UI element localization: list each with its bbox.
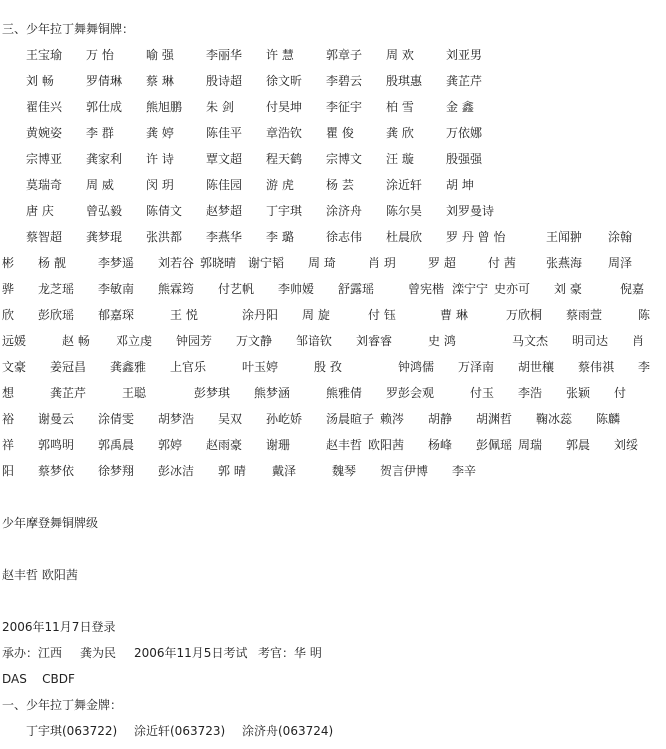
name-cell: 王闻翀	[546, 230, 583, 244]
name-cell: 周 琦	[308, 256, 336, 270]
name-cell: 胡静	[428, 412, 453, 426]
name-cell: 郭婷	[158, 438, 183, 452]
name-cell: 程天鹤	[266, 152, 303, 166]
name-cell: 胡梦浩	[158, 412, 195, 426]
name-cell: 万欣桐	[506, 308, 543, 322]
name-cell: 章浩钦	[266, 126, 303, 140]
name-cell: 胡世穰	[518, 360, 555, 374]
name-row	[0, 437, 666, 463]
name-cell: 万泽南	[458, 360, 495, 374]
name-cell: 倪嘉	[620, 282, 645, 296]
name-cell: 许 慧	[266, 48, 294, 62]
name-cell: 阳	[2, 464, 15, 478]
name-cell: 刘睿睿	[356, 334, 393, 348]
name-cell: 邹谙钦	[296, 334, 333, 348]
name-cell: 陈佳园	[206, 178, 243, 192]
name-cell: 王聪	[122, 386, 147, 400]
name-cell: 汪 璇	[386, 152, 414, 166]
name-cell: 杨 芸	[326, 178, 354, 192]
name-cell: 刘若谷	[158, 256, 195, 270]
modern-section-title: 少年摩登舞铜牌级	[2, 516, 99, 530]
name-cell: 莫瑞奇	[26, 178, 63, 192]
name-cell: 万 怡	[86, 48, 114, 62]
name-cell: 胡渊哲	[476, 412, 513, 426]
name-cell: 熊霖筠	[158, 282, 195, 296]
name-cell: 赵梦超	[206, 204, 243, 218]
name-row	[0, 229, 666, 255]
name-cell: 肖 玥	[368, 256, 396, 270]
name-cell: 瞿 俊	[326, 126, 354, 140]
name-row	[0, 203, 666, 229]
name-cell: 熊梦涵	[254, 386, 291, 400]
name-cell: 钟园芳	[176, 334, 213, 348]
name-cell: 孙屹娇	[266, 412, 303, 426]
name-cell: 龚家利	[86, 152, 123, 166]
name-cell: 欧阳茜	[368, 438, 405, 452]
name-cell: 叶玉婷	[242, 360, 279, 374]
name-row	[0, 73, 666, 99]
name-cell: 陈佳平	[206, 126, 243, 140]
name-cell: 刘绥	[614, 438, 639, 452]
name-cell: 汤晨暄子	[326, 412, 375, 426]
name-cell: 熊雅倩	[326, 386, 363, 400]
name-cell: 郭晨	[566, 438, 591, 452]
name-cell: 杨 靓	[38, 256, 66, 270]
name-cell: 鞠冰蕊	[536, 412, 573, 426]
name-row	[0, 411, 666, 437]
name-row	[0, 385, 666, 411]
name-cell: 龚梦琨	[86, 230, 123, 244]
name-cell: 明司达	[572, 334, 609, 348]
name-row	[0, 359, 666, 385]
name-row	[0, 99, 666, 125]
name-cell: 付 钰	[368, 308, 396, 322]
name-row	[0, 151, 666, 177]
name-cell: 李丽华	[206, 48, 243, 62]
name-cell: 涂近轩(063723)	[134, 724, 226, 738]
name-cell: 曾宪楷	[408, 282, 445, 296]
name-cell: 曾弘毅	[86, 204, 123, 218]
name-cell: 丁宇琪	[266, 204, 303, 218]
name-cell: 胡 坤	[446, 178, 474, 192]
name-cell: 李辛	[452, 464, 477, 478]
name-cell: 史 鸿	[428, 334, 456, 348]
name-cell: 李 璐	[266, 230, 294, 244]
name-cell: 谢曼云	[38, 412, 75, 426]
name-cell: 骅	[2, 282, 15, 296]
name-cell: 李碧云	[326, 74, 363, 88]
name-cell: 涂济舟(063724)	[242, 724, 334, 738]
name-row	[0, 333, 666, 359]
name-cell: 姜冠昌	[50, 360, 87, 374]
name-cell: 杨峰	[428, 438, 453, 452]
name-cell: 裕	[2, 412, 15, 426]
name-cell: 欣	[2, 308, 15, 322]
name-cell: 李浩	[518, 386, 543, 400]
name-cell: 唐 庆	[26, 204, 54, 218]
name-row	[0, 281, 666, 307]
name-cell: 殷琪惠	[386, 74, 423, 88]
name-cell: 万依娜	[446, 126, 483, 140]
name-cell: 钟鸿儒	[398, 360, 435, 374]
name-cell: 付艺帆	[218, 282, 255, 296]
name-cell: 赵丰哲	[326, 438, 363, 452]
name-cell: 彭冰洁	[158, 464, 195, 478]
name-cell: 黄婉姿	[26, 126, 63, 140]
name-cell: 涂济舟	[326, 204, 363, 218]
name-cell: 李梦遥	[98, 256, 135, 270]
name-cell: 刘 豪	[554, 282, 582, 296]
name-cell: 徐梦翔	[98, 464, 135, 478]
name-cell: 涂翰	[608, 230, 633, 244]
name-cell: 宗博亚	[26, 152, 63, 166]
section-gold-title: 一、少年拉丁舞金牌：	[2, 698, 123, 712]
name-cell: 陈尔昊	[386, 204, 423, 218]
name-cell: 闵 玥	[146, 178, 174, 192]
name-cell: 陈	[638, 308, 651, 322]
name-cell: 蔡 琳	[146, 74, 174, 88]
name-cell: 周 欢	[386, 48, 414, 62]
name-cell: 刘 畅	[26, 74, 54, 88]
name-cell: 龚芷芹	[50, 386, 87, 400]
name-cell: 史亦可	[494, 282, 531, 296]
name-cell: 陈倩文	[146, 204, 183, 218]
name-cell: 舒露瑶	[338, 282, 375, 296]
name-cell: 赖涔	[380, 412, 405, 426]
organizer-person: 龚为民	[80, 646, 117, 660]
name-cell: 龙芝瑶	[38, 282, 75, 296]
name-row	[0, 463, 666, 489]
name-cell: 滦宁宁	[452, 282, 489, 296]
name-cell: 彬	[2, 256, 15, 270]
name-cell: 罗 丹 曾 怡	[446, 230, 506, 244]
name-cell: 周 旋	[302, 308, 330, 322]
name-cell: 殷强强	[446, 152, 483, 166]
name-cell: 李敏南	[98, 282, 135, 296]
name-cell: 蔡梦依	[38, 464, 75, 478]
name-cell: 罗倩琳	[86, 74, 123, 88]
name-cell: 张燕海	[546, 256, 583, 270]
name-cell: 付玉	[470, 386, 495, 400]
name-cell: 龚 婷	[146, 126, 174, 140]
name-cell: 吴双	[218, 412, 243, 426]
name-cell: 赵 畅	[62, 334, 90, 348]
name-cell: 游 虎	[266, 178, 294, 192]
name-row	[0, 177, 666, 203]
name-cell: 杜晨欣	[386, 230, 423, 244]
name-cell: 罗彭会观	[386, 386, 435, 400]
name-cell: 刘罗曼诗	[446, 204, 495, 218]
name-cell: 王 悦	[170, 308, 198, 322]
name-cell: 上官乐	[170, 360, 207, 374]
name-cell: 涂倩雯	[98, 412, 135, 426]
name-cell: 郭禹晨	[98, 438, 135, 452]
name-cell: 龚芷芹	[446, 74, 483, 88]
name-cell: 李	[638, 360, 651, 374]
name-cell: 刘亚男	[446, 48, 483, 62]
name-cell: 李征宇	[326, 100, 363, 114]
name-cell: 蔡智超	[26, 230, 63, 244]
name-cell: 周泽	[608, 256, 633, 270]
organizer-label: 承办：	[2, 646, 39, 660]
name-cell: 罗 超	[428, 256, 456, 270]
exam-date: 2006年11月5日考试	[134, 646, 248, 660]
name-cell: 郭晓晴	[200, 256, 237, 270]
name-cell: 朱 剑	[206, 100, 234, 114]
name-cell: 丁宇琪(063722)	[26, 724, 118, 738]
name-cell: 郭鸣明	[38, 438, 75, 452]
name-cell: 郁嘉琛	[98, 308, 135, 322]
name-cell: 金 鑫	[446, 100, 474, 114]
name-cell: 殷诗超	[206, 74, 243, 88]
name-cell: 宗博文	[326, 152, 363, 166]
name-cell: 远媛	[2, 334, 27, 348]
name-cell: 万文静	[236, 334, 273, 348]
name-cell: 戴泽	[272, 464, 297, 478]
name-cell: 翟佳兴	[26, 100, 63, 114]
name-cell: 付	[614, 386, 627, 400]
name-cell: 李帅嫒	[278, 282, 315, 296]
name-cell: 谢宁韬	[248, 256, 285, 270]
name-cell: 喻 强	[146, 48, 174, 62]
section-bronze-title: 三、少年拉丁舞舞铜牌：	[2, 22, 135, 36]
name-cell: 付昊坤	[266, 100, 303, 114]
name-cell: 彭梦琪	[194, 386, 231, 400]
name-cell: 龚 欣	[386, 126, 414, 140]
name-cell: 彭欣瑶	[38, 308, 75, 322]
date-line: 2006年11月7日登录	[2, 620, 116, 634]
name-cell: 郭 晴	[218, 464, 246, 478]
name-cell: 陈麟	[596, 412, 621, 426]
name-cell: 龚鑫雅	[110, 360, 147, 374]
name-cell: 马文杰	[512, 334, 549, 348]
name-cell: 张洪都	[146, 230, 183, 244]
name-cell: 周 威	[86, 178, 114, 192]
name-cell: 许 诗	[146, 152, 174, 166]
name-cell: 周瑞	[518, 438, 543, 452]
name-row	[0, 307, 666, 333]
name-cell: 祥	[2, 438, 15, 452]
organizer-region: 江西	[38, 646, 63, 660]
name-cell: 徐文昕	[266, 74, 303, 88]
examiner-name: 华 明	[294, 646, 322, 660]
name-cell: 覃文超	[206, 152, 243, 166]
name-cell: 付 茜	[488, 256, 516, 270]
name-cell: 李燕华	[206, 230, 243, 244]
modern-names: 赵丰哲 欧阳茜	[2, 568, 78, 582]
name-cell: 郭仕成	[86, 100, 123, 114]
name-cell: 郭章子	[326, 48, 363, 62]
name-cell: 曹 琳	[440, 308, 468, 322]
name-cell: 肖	[632, 334, 645, 348]
examiner-label: 考官：	[258, 646, 295, 660]
name-cell: 想	[2, 386, 15, 400]
name-cell: 文豪	[2, 360, 27, 374]
name-cell: 贺言伊博	[380, 464, 429, 478]
name-row	[0, 47, 666, 73]
name-cell: 赵雨豪	[206, 438, 243, 452]
name-cell: 魏琴	[332, 464, 357, 478]
name-cell: 王宝瑜	[26, 48, 63, 62]
name-cell: 柏 雪	[386, 100, 414, 114]
name-cell: 李 群	[86, 126, 114, 140]
org-codes: DAS CBDF	[2, 672, 75, 686]
organizer-line	[0, 645, 666, 671]
name-cell: 涂近轩	[386, 178, 423, 192]
name-cell: 涂丹阳	[242, 308, 279, 322]
name-cell: 彭佩瑶	[476, 438, 513, 452]
name-cell: 熊旭鹏	[146, 100, 183, 114]
name-cell: 邓立虔	[116, 334, 153, 348]
name-cell: 殷 孜	[314, 360, 342, 374]
name-row	[0, 125, 666, 151]
gold-name-row	[0, 723, 666, 749]
name-cell: 谢珊	[266, 438, 291, 452]
name-cell: 蔡伟祺	[578, 360, 615, 374]
name-cell: 徐志伟	[326, 230, 363, 244]
name-cell: 张颖	[566, 386, 591, 400]
name-cell: 蔡雨萱	[566, 308, 603, 322]
name-row	[0, 255, 666, 281]
